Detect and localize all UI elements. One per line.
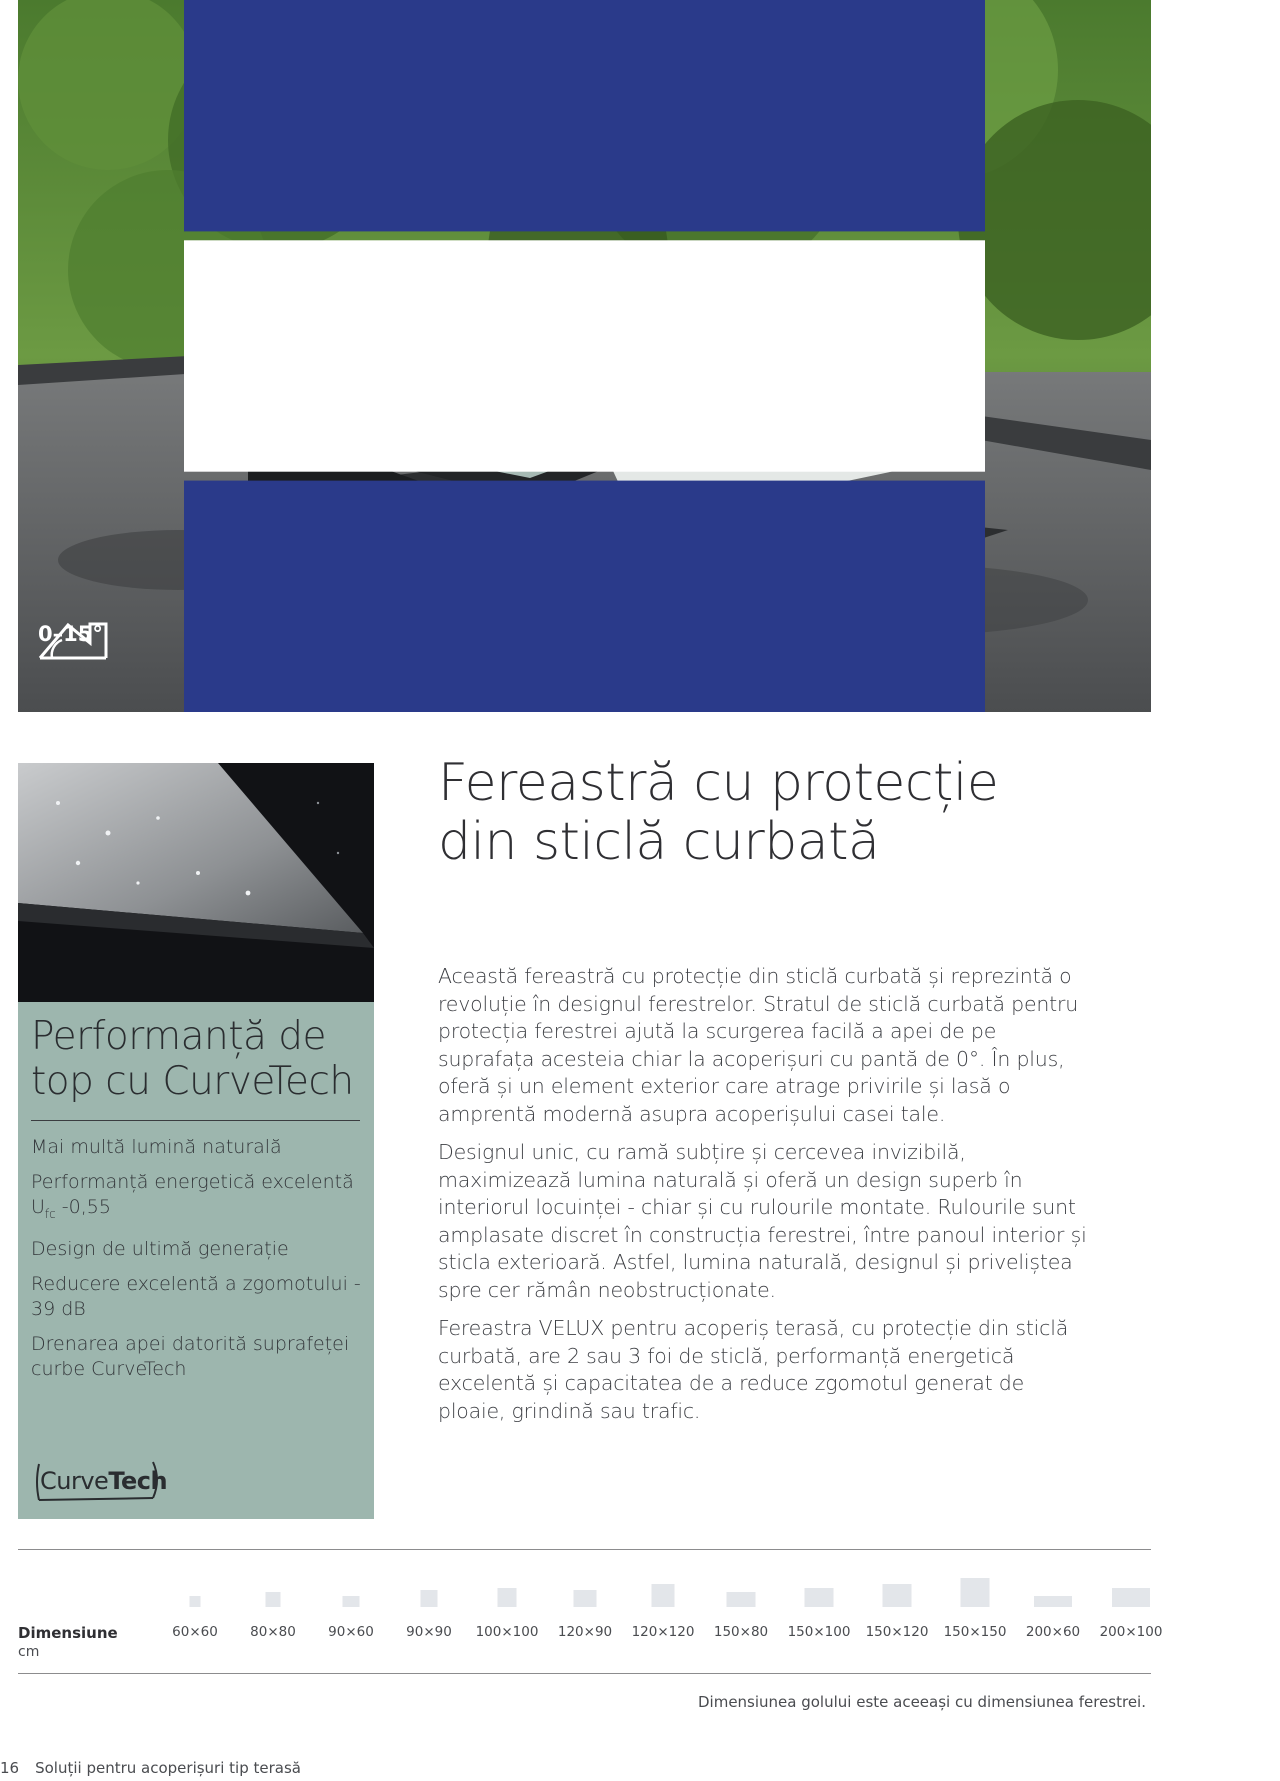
feature-item: Performanță energetică excelentă $U_{fc}$ -0,55 [31,1171,354,1221]
dimension-item [547,1550,623,1670]
section-title: Soluții pentru acoperișuri tip terasă [35,1759,301,1777]
dimension-size-box [421,1590,438,1607]
page-title: Fereastră cu protecție din sticlă curbată [438,753,999,872]
paragraph: Fereastra VELUX pentru acoperiș terasă, cu protecție din sticlă curbată, are 2 sau 3 foi de sticlă, performanță energetică excelentă și capacitatea de a reduce zgomotul generat de ploaie, grindină sau trafic. [438,1316,1069,1423]
dimension-size-label: 200×60 [1025,1624,1081,1640]
dimension-item [469,1550,545,1670]
paragraph: Această fereastră cu protecție din sticlă curbată și reprezintă o revoluție în designul ferestrelor. Stratul de sticlă curbată pentru protecția ferestrei ajută la scurgerea facilă a apei de pe suprafața acesteia chiar la acoperișuri cu pantă de 0°. În plus, oferă și un element exterior care atrage privirile și lasă o amprentă modernă asupra acoperișului casei tale. [438,964,1079,1126]
dimension-size-label: 150×100 [787,1624,851,1640]
dimension-size-label: 80×80 [250,1624,296,1640]
roof-pitch-icon [38,618,108,664]
dimension-size-label: 150×150 [943,1624,1007,1640]
card-title: Performanță de top cu CurveTech [31,1014,354,1104]
card-divider [31,1120,360,1121]
dimension-size-box [190,1596,201,1607]
dimension-item [859,1550,935,1670]
curvetech-logo: CurveTech [33,1460,165,1504]
dimension-size-label: 90×90 [406,1624,452,1640]
dimension-size-box [961,1578,990,1607]
dimension-size-box [343,1596,360,1607]
feature-item: Mai multă lumină naturală [31,1136,282,1158]
dimension-item [781,1550,857,1670]
dimension-size-label: 150×120 [865,1624,929,1640]
dimension-item [391,1550,467,1670]
rain-glass-illustration [18,763,374,1002]
dimension-size-box [727,1592,756,1607]
dimension-item [1093,1550,1169,1670]
dimension-item [313,1550,389,1670]
dimension-size-box [498,1588,517,1607]
dimensions-note: Dimensiunea golului este aceeași cu dimensiunea ferestrei. [697,1693,1146,1711]
feature-item: Reducere excelentă a zgomotului - 39 dB [31,1272,361,1320]
roof-pitch-label: 0–15° [38,622,103,646]
dimension-size-box [805,1588,834,1607]
dimension-item [625,1550,701,1670]
dimensions-label: Dimensiune cm [18,1624,118,1660]
dimension-item [1015,1550,1091,1670]
flag-icon [18,0,1151,712]
dimension-size-label: 120×90 [557,1624,613,1640]
dimension-size-label: 60×60 [172,1624,218,1640]
dimensions-strip [18,1549,1163,1674]
dimension-size-label: 150×80 [713,1624,769,1640]
dimension-size-box [883,1584,912,1607]
feature-item: Drenarea apei datorită suprafeței curbe CurveTech [31,1332,350,1380]
dimension-size-label: 90×60 [328,1624,374,1640]
dimension-item [157,1550,233,1670]
body-text [438,963,1088,1436]
page-footer [0,1759,301,1777]
hero-photo [18,0,1151,712]
curvetech-card [18,763,374,1519]
dimension-size-box [574,1590,597,1607]
dimension-item [703,1550,779,1670]
dimension-size-label: 200×100 [1099,1624,1163,1640]
rain-glass-photo [18,763,374,1002]
dimension-size-box [1034,1596,1072,1607]
roof-pitch-badge [38,618,114,646]
feature-list [31,1135,364,1382]
dimension-item [937,1550,1013,1670]
dimension-size-label: 120×120 [631,1624,695,1640]
dimension-size-label: 100×100 [475,1624,539,1640]
paragraph: Designul unic, cu ramă subțire și cercevea invizibilă, maximizează lumina naturală și oferă un design superb în interiorul locuinței - chiar și cu rulourile montate. Rulourile sunt amplasate discret în construcția ferestrei, între panoul interior și sticla exterioară. Astfel, lumina naturală, designul și priveliștea spre cer rămân neobstrucționate. [438,1140,1087,1302]
feature-item: Design de ultimă generație [31,1237,289,1260]
dimension-size-box [652,1584,675,1607]
dimension-size-box [266,1592,281,1607]
dimension-item [235,1550,311,1670]
page-number: 16 [0,1759,20,1777]
dimension-size-box [1112,1588,1150,1607]
